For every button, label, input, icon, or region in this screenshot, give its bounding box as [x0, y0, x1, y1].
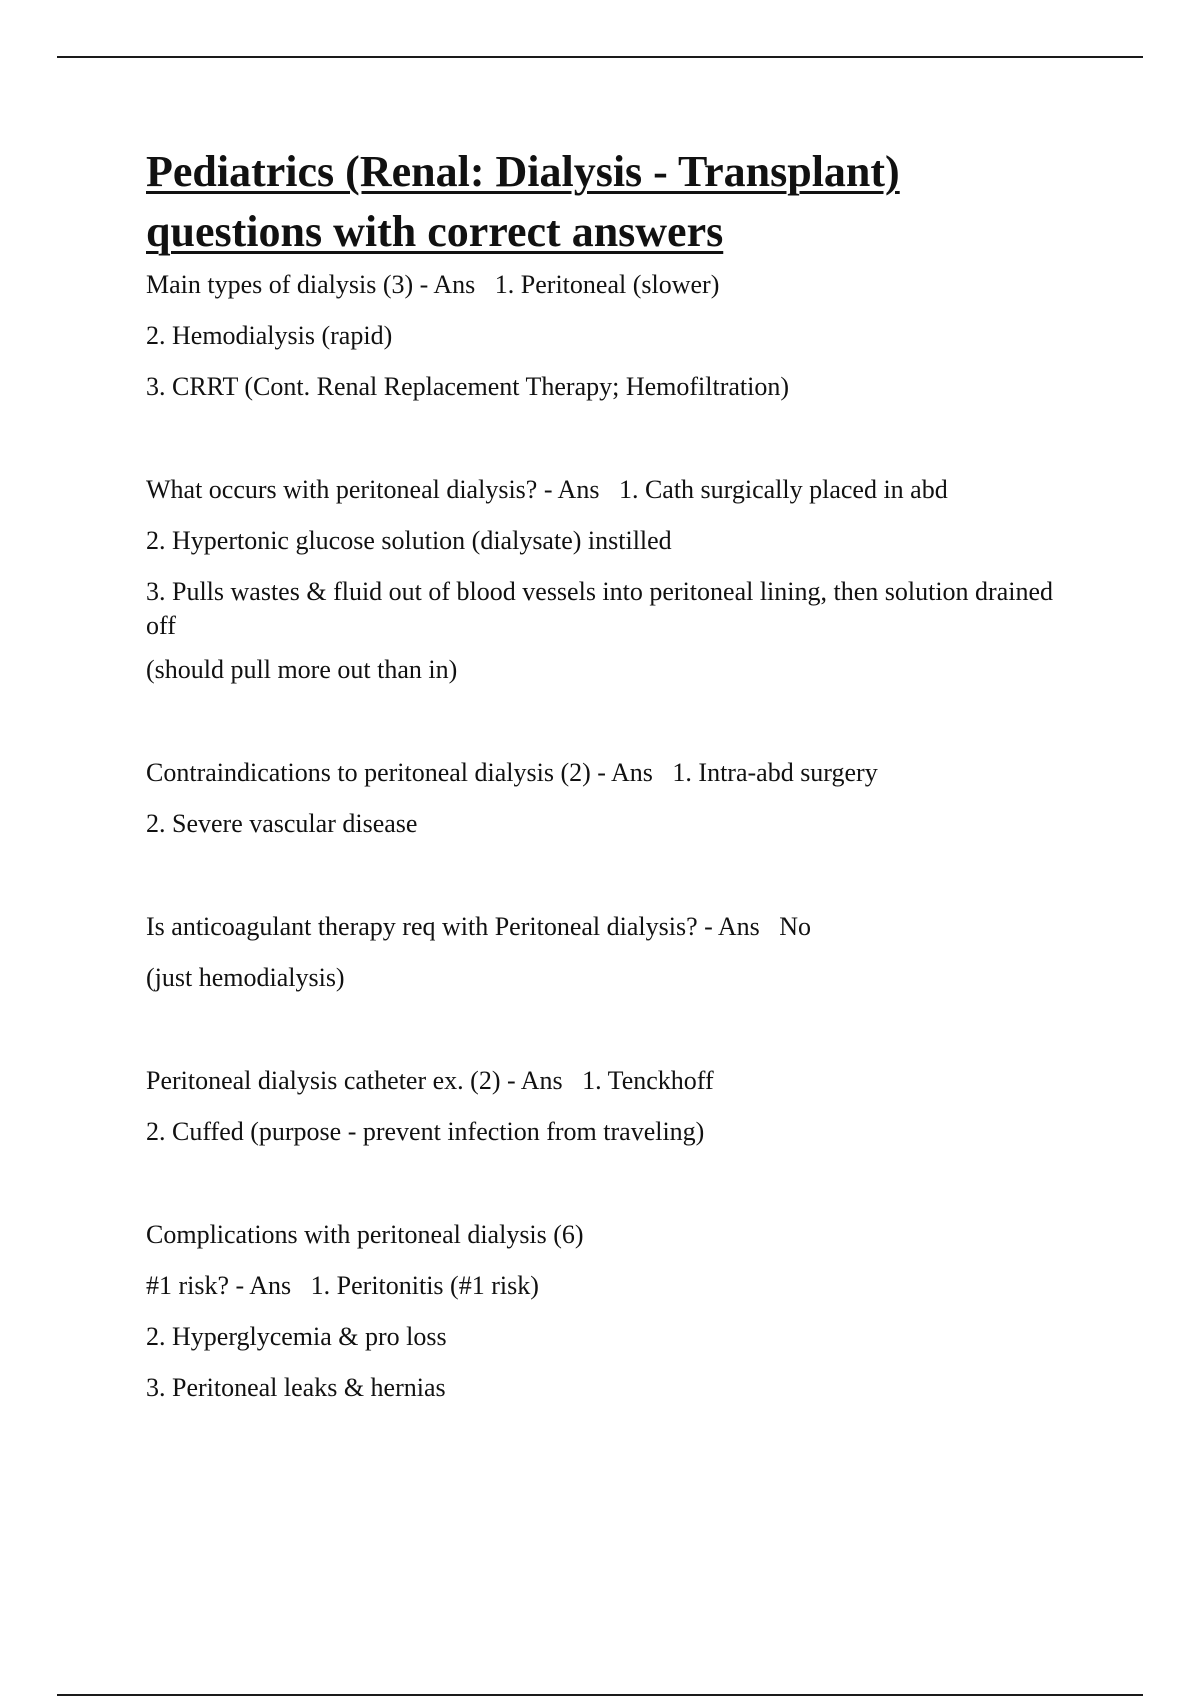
qa-line: Peritoneal dialysis catheter ex. (2) - Ans 1. Tenckhoff: [146, 1066, 714, 1095]
qa-line: #1 risk? - Ans 1. Peritonitis (#1 risk): [146, 1271, 539, 1300]
qa-line: 2. Hyperglycemia & pro loss: [146, 1322, 447, 1351]
qa-line: 3. Pulls wastes & fluid out of blood vessels into peritoneal lining, then solution drained off: [146, 577, 1060, 640]
title-line-2: questions with correct answers: [146, 207, 724, 256]
qa-line: 2. Hemodialysis (rapid): [146, 321, 393, 350]
qa-block-5: [146, 1064, 1066, 1149]
document-title: [146, 142, 1066, 262]
qa-line: (just hemodialysis): [146, 963, 345, 992]
block-spacer: [146, 1166, 1066, 1218]
block-spacer: [146, 858, 1066, 910]
block-spacer: [146, 421, 1066, 473]
qa-line: Is anticoagulant therapy req with Peritoneal dialysis? - Ans No: [146, 912, 812, 941]
footer-rule: [57, 1694, 1143, 1696]
qa-block-4: [146, 910, 1066, 995]
block-spacer: [146, 704, 1066, 756]
qa-line: Contraindications to peritoneal dialysis (2) - Ans 1. Intra-abd surgery: [146, 758, 878, 787]
title-line-1: Pediatrics (Renal: Dialysis - Transplant): [146, 147, 900, 196]
qa-line: 2. Cuffed (purpose - prevent infection from traveling): [146, 1117, 705, 1146]
qa-block-1: [146, 268, 1066, 404]
qa-line: 3. CRRT (Cont. Renal Replacement Therapy; Hemofiltration): [146, 372, 790, 401]
qa-block-6: [146, 1218, 1066, 1405]
qa-block-2: [146, 473, 1066, 687]
qa-line: 2. Severe vascular disease: [146, 809, 418, 838]
qa-line: What occurs with peritoneal dialysis? - Ans 1. Cath surgically placed in abd: [146, 475, 948, 504]
qa-line: 3. Peritoneal leaks & hernias: [146, 1373, 446, 1402]
qa-line: Main types of dialysis (3) - Ans 1. Peritoneal (slower): [146, 270, 720, 299]
block-spacer: [146, 1012, 1066, 1064]
qa-block-3: [146, 756, 1066, 841]
qa-line: 2. Hypertonic glucose solution (dialysate) instilled: [146, 526, 672, 555]
qa-line: (should pull more out than in): [146, 655, 458, 684]
qa-line: Complications with peritoneal dialysis (6): [146, 1220, 584, 1249]
header-rule: [57, 56, 1143, 58]
document-body: [146, 142, 1066, 1422]
